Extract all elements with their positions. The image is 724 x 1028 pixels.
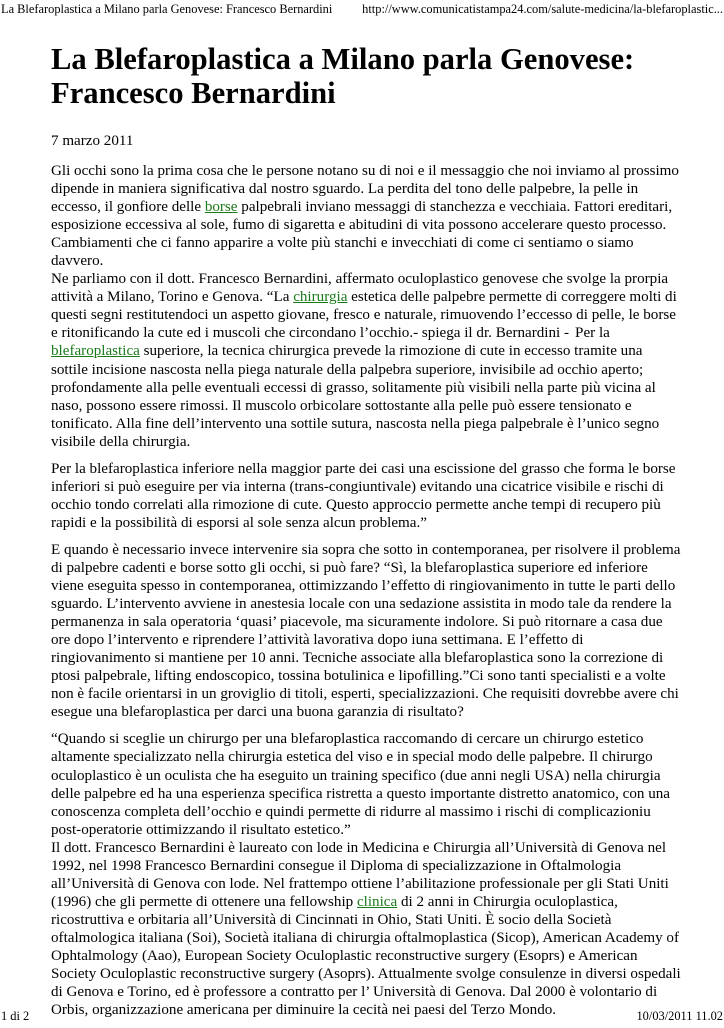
header-url[interactable]: http://www.comunicatistampa24.com/salute-medicina/la-blefaroplastic... xyxy=(362,2,723,16)
link-clinica[interactable]: clinica xyxy=(356,893,398,910)
text-span: “Quando si sceglie un chirurgo per una blefaroplastica raccomando di cercare un chirurgo estetico altamente specializzato nella chirurgia estetica del viso e in special modo delle palpebre. Il chirurgo oculoplastico è un oculista che ha eseguito un training specifico (due anni negli USA) nella chirurgia delle palpebre ed ha una esperienza specifica ristretta a questo importante distretto anatomico, con una conoscenza completa dell’occhio e quindi permette di ridurre al massimo i rischi di complicazioniu post-operatorie ottimizzando il risultato estetico.” xyxy=(51,731,671,838)
paragraph-bio xyxy=(51,730,681,1019)
text-span: Ne parliamo con il dott. Francesco Bernardini, affermato oculoplastico genovese che svolge la prorpia attività a Milano, Torino e Genova. “La xyxy=(51,271,669,306)
text-span: palpebrali inviano messaggi di stanchezza e vecchiaia. Fattori ereditari, esposizione eccessiva al sole, fumo di sigaretta e abitudini di vita possono accelerare questo processo. Cambiamenti che ci fanno apparire a volte più stanchi e invecchiati di come ci sentiamo o siamo davvero. xyxy=(51,199,673,270)
article-body xyxy=(51,162,681,1028)
text-span: Per la xyxy=(575,325,610,342)
paragraph-contemporanea: E quando è necessario invece intervenire sia sopra che sotto in contemporanea, per risolvere il problema di palpebre cadenti e borse sotto gli occhi, si può fare? “Sì, la blefaroplastica superiore ed inferiore viene eseguita spesso in contemporanea, ottimizzando l’effetto di ringiovanimento in tutte le parti dello sguardo. L’intervento avviene in anestesia locale con una sedazione assistita in modo tale da rendere la permanenza in sala operatoria ‘quasi’ piacevole, ma sicuramente indolore. Si può ritornare a casa due ore dopo l’intervento e riprendere l’attività lavorativa dopo iuna settimana. E l’effetto di ringiovanimento si mantiene per 10 anni. Tecniche associate alla blefaroplastica sono la correzione di ptosi palpebrale, lifting endoscopico, tossina botulinica e lipofilling.”Ci sono tanti specialisti e a volte non è facile orientarsi in un groviglio di titoli, esperti, specializzazioni. Che requisiti dovrebbe avere chi esegue una blefaroplastica per darci una buona garanzia di risultato? xyxy=(51,541,681,721)
header-page-title: La Blefaroplastica a Milano parla Genovese: Francesco Bernardini xyxy=(1,2,333,16)
footer-page-number: 1 di 2 xyxy=(1,1009,30,1023)
link-chirurgia[interactable]: chirurgia xyxy=(293,289,348,306)
link-borse[interactable]: borse xyxy=(204,199,238,216)
text-span: Il dott. Francesco Bernardini è laureato con lode in Medicina e Chirurgia all’Università di Genova nel 1992, nel 1998 Francesco Bernardini consegue il Diploma di specializzazione in Oftalmologia all’Università di Genova con lode. Nel frattempo ottiene l’abilitazione professionale per gli Stati Uniti (1996) che gli permette di ottenere una fellowship xyxy=(51,839,669,910)
print-header xyxy=(1,1,723,17)
article-date: 7 marzo 2011 xyxy=(51,133,134,149)
text-span: superiore, la tecnica chirurgica prevede la rimozione di cute in eccesso tramite una sottile incisione nascosta nella piega naturale della palpebra superiore, invisibile ad occhio aperto; profondamente alla pelle eventuali eccessi di grasso, solitamente più visibili nella parte più vicina al naso, possono essere rimossi. Il muscolo orbicolare sottostante alla pelle può essere tensionato e tonificato. Alla fine dell’intervento una sottile sutura, nascosta nella piega palpebrale è l’unico segno visibile della chirurgia. xyxy=(51,343,660,450)
text-span: di 2 anni in Chirurgia oculoplastica, ricostruttiva e orbitaria all’Università di Cincinnati in Ohio, Stati Uniti. È socio della Società oftalmologica italiana (Soi), Società italiana di chirurgia oftalmoplastica (Sicop), American Academy of Ophtalmology (Aao), European Society Oculoplastic reconstructive surgery (Esoprs) e American Society Oculoplastic reconstructive surgery (Asoprs). Attualmente svolge consulenze in diversi ospedali di Genova e Torino, ed è professore a contratto per l’ Università di Genova. Dal 2000 è volontario di Orbis, organizzazione americana per diminuire la cecità nei paesi del Terzo Mondo. xyxy=(51,893,681,1019)
article-title: La Blefaroplastica a Milano parla Genovese: Francesco Bernardini xyxy=(51,42,635,110)
footer-timestamp: 10/03/2011 11.02 xyxy=(636,1009,723,1023)
link-blefaroplastica[interactable]: blefaroplastica xyxy=(51,343,140,360)
paragraph-intro xyxy=(51,162,681,451)
text-span: estetica delle palpebre permette di correggere molti di questi segni restitutendoci un aspetto giovane, fresco e naturale, rimuovendo l’eccesso di pelle, le borse e ritonificando la cute ed i muscoli che circondano l’occhio.- spiega il dr. Bernardini - xyxy=(51,289,677,342)
paragraph-inferiore: Per la blefaroplastica inferiore nella maggior parte dei casi una escissione del grasso che forma le borse inferiori si può eseguire per via interna (trans-congiuntivale) evitando una cicatrice visibile e rischi di occhio tondo correlati alla rimozione di cute. Questo approccio permette anche tempi di recupero più rapidi e la possibilità di esporsi al sole senza alcun problema.” xyxy=(51,460,676,531)
print-footer xyxy=(1,1009,723,1023)
text-span: Gli occhi sono la prima cosa che le persone notano su di noi e il messaggio che noi inviamo al prossimo dipende in maniera significativa dal nostro sguardo. La perdita del tono delle palpebre, la pelle in eccesso, il gonfiore delle xyxy=(51,163,679,216)
